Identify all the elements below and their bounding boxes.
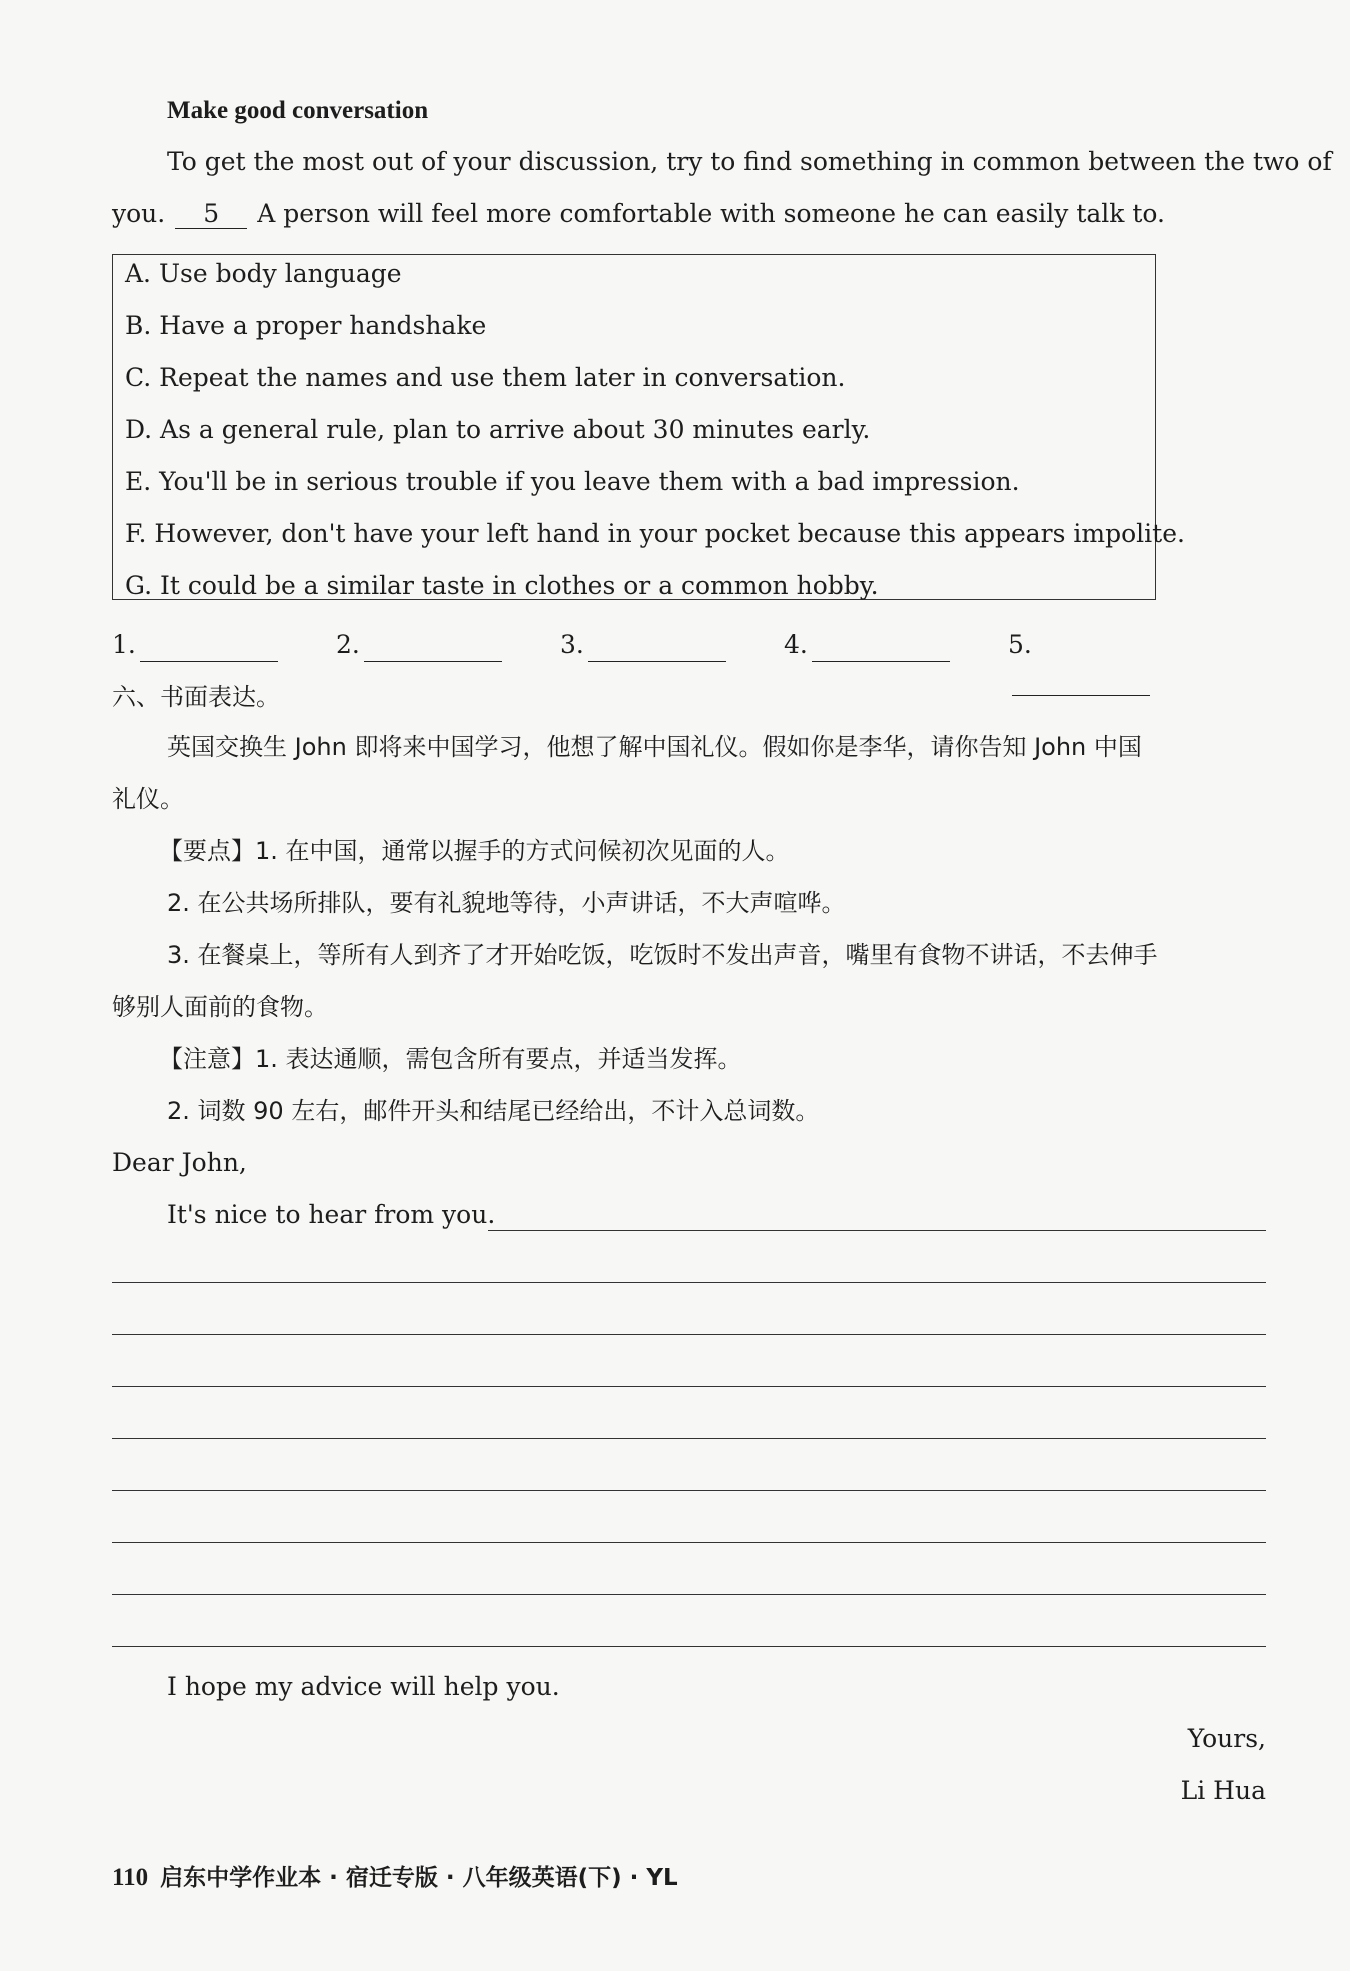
letter-signoff: Yours, bbox=[1187, 1724, 1266, 1753]
option-f: F. However, don't have your left hand in your pocket because this appears impolite. bbox=[125, 519, 1185, 548]
options-box bbox=[112, 254, 1185, 600]
answer-5-label: 5. bbox=[1008, 630, 1032, 659]
writing-line-6[interactable] bbox=[112, 1542, 1266, 1543]
answer-1-blank[interactable] bbox=[140, 635, 278, 662]
answer-row bbox=[112, 628, 1172, 668]
letter-closing: I hope my advice will help you. bbox=[167, 1672, 560, 1701]
writing-heading: 六、书面表达。 bbox=[112, 683, 280, 711]
answer-5[interactable] bbox=[1008, 628, 1172, 696]
key-points-2: 2. 在公共场所排队，要有礼貌地等待，小声讲话，不大声喧哗。 bbox=[167, 889, 846, 917]
answer-3-blank[interactable] bbox=[588, 635, 726, 662]
writing-line-4[interactable] bbox=[112, 1438, 1266, 1439]
key-points-1: 【要点】1. 在中国，通常以握手的方式问候初次见面的人。 bbox=[159, 837, 790, 865]
page-number: 110 bbox=[112, 1864, 149, 1891]
paragraph-line-2 bbox=[112, 197, 1165, 231]
writing-line-0[interactable] bbox=[488, 1230, 1266, 1231]
notes-1: 【注意】1. 表达通顺，需包含所有要点，并适当发挥。 bbox=[159, 1045, 742, 1073]
letter-signature: Li Hua bbox=[1180, 1776, 1266, 1805]
key-points-3a: 3. 在餐桌上，等所有人到齐了才开始吃饭，吃饭时不发出声音，嘴里有食物不讲话，不去伸手 bbox=[167, 941, 1158, 969]
option-a: A. Use body language bbox=[125, 259, 402, 288]
answer-4[interactable] bbox=[784, 628, 950, 662]
writing-line-5[interactable] bbox=[112, 1490, 1266, 1491]
answer-4-blank[interactable] bbox=[812, 635, 950, 662]
writing-intro-line-2: 礼仪。 bbox=[112, 785, 184, 813]
paragraph-line-1: To get the most out of your discussion, try to find something in common between the two of bbox=[167, 147, 1332, 176]
letter-opening: It's nice to hear from you. bbox=[167, 1200, 496, 1229]
book-title: 启东中学作业本 · 宿迁专版 · 八年级英语(下) · YL bbox=[160, 1865, 678, 1891]
section-heading: Make good conversation bbox=[167, 97, 429, 124]
answer-1[interactable] bbox=[112, 628, 278, 662]
option-d: D. As a general rule, plan to arrive about 30 minutes early. bbox=[125, 415, 871, 444]
writing-line-8[interactable] bbox=[112, 1646, 1266, 1647]
answer-5-blank[interactable] bbox=[1012, 669, 1150, 696]
answer-1-label: 1. bbox=[112, 630, 136, 659]
answer-2[interactable] bbox=[336, 628, 502, 662]
answer-4-label: 4. bbox=[784, 630, 808, 659]
writing-line-7[interactable] bbox=[112, 1594, 1266, 1595]
answer-3[interactable] bbox=[560, 628, 726, 662]
paragraph-line-2-start: you. bbox=[112, 199, 166, 228]
writing-intro-line-1: 英国交换生 John 即将来中国学习，他想了解中国礼仪。假如你是李华，请你告知 John 中国 bbox=[167, 733, 1142, 761]
paragraph-line-2-end: A person will feel more comfortable with someone he can easily talk to. bbox=[257, 199, 1165, 228]
writing-line-2[interactable] bbox=[112, 1334, 1266, 1335]
blank-5: 5 bbox=[175, 200, 247, 229]
letter-greeting: Dear John, bbox=[112, 1148, 247, 1177]
key-points-3b: 够别人面前的食物。 bbox=[112, 993, 328, 1021]
writing-line-3[interactable] bbox=[112, 1386, 1266, 1387]
answer-2-label: 2. bbox=[336, 630, 360, 659]
page-footer bbox=[112, 1860, 678, 1895]
option-b: B. Have a proper handshake bbox=[125, 311, 487, 340]
option-g: G. It could be a similar taste in clothes or a common hobby. bbox=[125, 571, 879, 600]
answer-3-label: 3. bbox=[560, 630, 584, 659]
option-c: C. Repeat the names and use them later in conversation. bbox=[125, 363, 846, 392]
writing-line-1[interactable] bbox=[112, 1282, 1266, 1283]
option-e: E. You'll be in serious trouble if you leave them with a bad impression. bbox=[125, 467, 1020, 496]
answer-2-blank[interactable] bbox=[364, 635, 502, 662]
notes-2: 2. 词数 90 左右，邮件开头和结尾已经给出，不计入总词数。 bbox=[167, 1097, 820, 1125]
